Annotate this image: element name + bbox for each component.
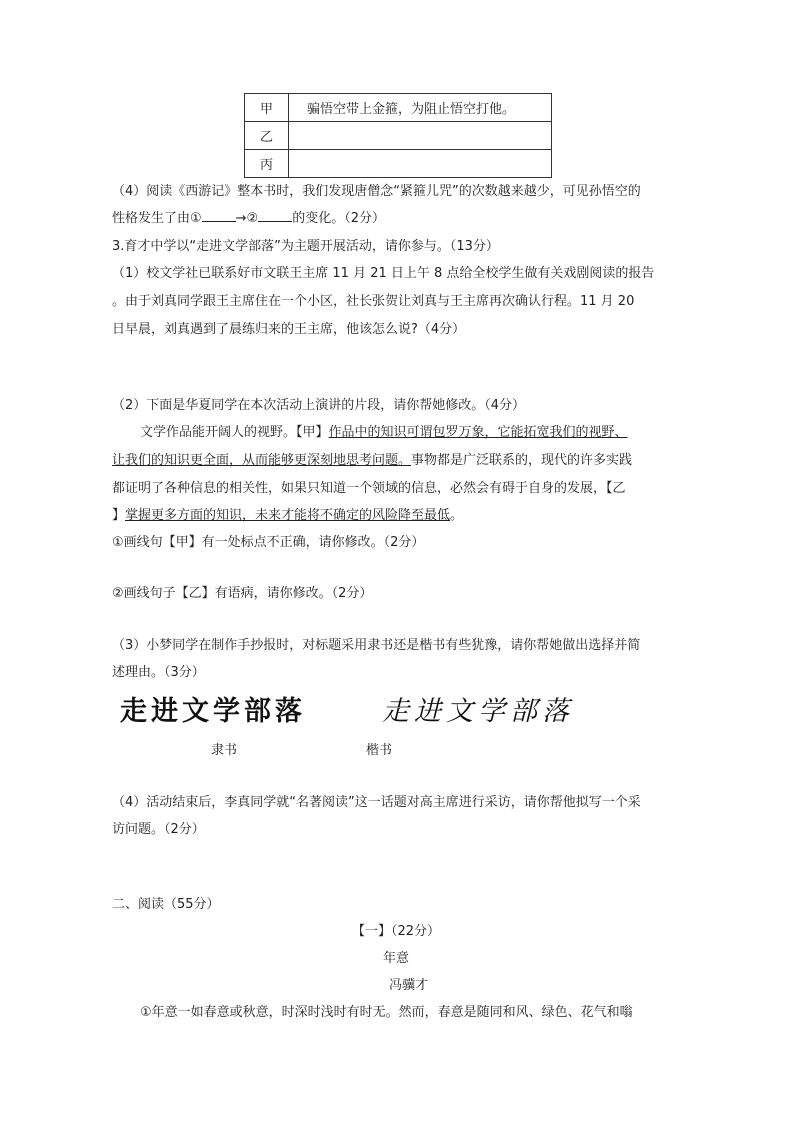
s2-text: 都证明了各种信息的相关性，如果只知道一个领域的信息，必然会有碍于自身的发展， (112, 481, 607, 496)
article-paragraph-1: ①年意一如春意或秋意，时深时浅时有时无。然而，春意是随同和风、绿色、花气和嗡 (140, 1005, 633, 1020)
calligraphy-lishu: 走进文学部落 (120, 696, 306, 727)
s4-line1: （4）活动结束后，李真同学就“名著阅读”这一话题对高主席进行采访，请你帮他拟写一个采 (112, 795, 641, 810)
s2-question-2: ②画线句子【乙】有语病，请你修改。（2分） (112, 586, 373, 601)
s2-para-line3 (112, 477, 626, 496)
s3-line2: 述理由。（3分） (112, 665, 205, 680)
s1-line3: 日早晨，刘真遇到了晨练归来的王主席，他该怎么说?（4分） (112, 322, 466, 337)
q4-line2 (112, 207, 385, 226)
q3-title: 3.育才中学以“走进文学部落”为主题开展活动，请你参与。（13分） (112, 239, 499, 254)
s2-text: 。 (450, 508, 464, 523)
table-row (245, 94, 552, 122)
q4-arrow: →② (235, 211, 259, 226)
s2-para-line1 (140, 421, 628, 440)
s2-question-1: ①画线句【甲】有一处标点不正确，请你修改。（2分） (112, 535, 425, 550)
table-key: 丙 (245, 150, 289, 178)
underlined-sentence-jia: 让我们的知识更全面，从而能够更深刻地思考问题。 (112, 453, 412, 468)
table-row (245, 122, 552, 150)
answer-blank-1 (202, 209, 236, 222)
s2-text: 文学作品能开阔人的视野。 (140, 425, 297, 440)
article-author: 冯骥才 (389, 978, 429, 993)
answer-blank-2 (258, 209, 292, 222)
table-key: 乙 (245, 122, 289, 150)
s2-para-line2 (112, 449, 632, 468)
table-value (289, 150, 552, 178)
s1-line2: 。由于刘真同学跟王主席住在一个小区，社长张贺让刘真与王主席再次确认行程。11 月 20 (112, 294, 635, 309)
label-kaishu: 楷书 (366, 743, 393, 758)
article-title: 年意 (383, 951, 410, 966)
s3-line1: （3）小梦同学在制作手抄报时，对标题采用隶书还是楷书有些犹豫，请你帮她做出选择并简 (112, 638, 641, 653)
table-row (245, 150, 552, 178)
s1-line1: （1）校文学社已联系好市文联王主席 11 月 21 日上午 8 点给全校学生做有关戏剧阅读的报告 (112, 266, 655, 281)
reading-section-title: 二、阅读（55分） (112, 897, 220, 912)
q4-line2-start: 性格发生了由① (112, 211, 202, 226)
q4-line2-end: 的变化。（2分） (292, 211, 385, 226)
s2-title: （2）下面是华夏同学在本次活动上演讲的片段，请你帮她修改。（4分） (112, 398, 526, 413)
answer-table (244, 93, 552, 178)
reading-part-title: 【一】（22分） (352, 924, 441, 939)
table-value: 骗悟空带上金箍，为阻止悟空打他。 (289, 94, 552, 122)
q4-line1: （4）阅读《西游记》整本书时，我们发现唐僧念“紧箍儿咒”的次数越来越少，可见孙悟空的 (112, 184, 641, 199)
marker-yi-close: 】 (112, 508, 126, 523)
underlined-sentence-jia: 作品中的知识可谓包罗万象，它能拓宽我们的视野、 (328, 425, 628, 440)
marker-yi: 【乙 (606, 481, 626, 496)
calligraphy-kaishu: 走进文学部落 (382, 696, 574, 727)
s2-para-line4 (112, 504, 463, 523)
table-value (289, 122, 552, 150)
table-key: 甲 (245, 94, 289, 122)
label-lishu: 隶书 (211, 743, 238, 758)
s4-line2: 访问题。（2分） (112, 822, 205, 837)
marker-jia: 【甲】 (296, 425, 329, 440)
underlined-sentence-yi: 掌握更多方面的知识，未来才能将不确定的风险降至最低 (125, 508, 451, 523)
s2-text: 事物都是广泛联系的，现代的许多实践 (411, 453, 633, 468)
